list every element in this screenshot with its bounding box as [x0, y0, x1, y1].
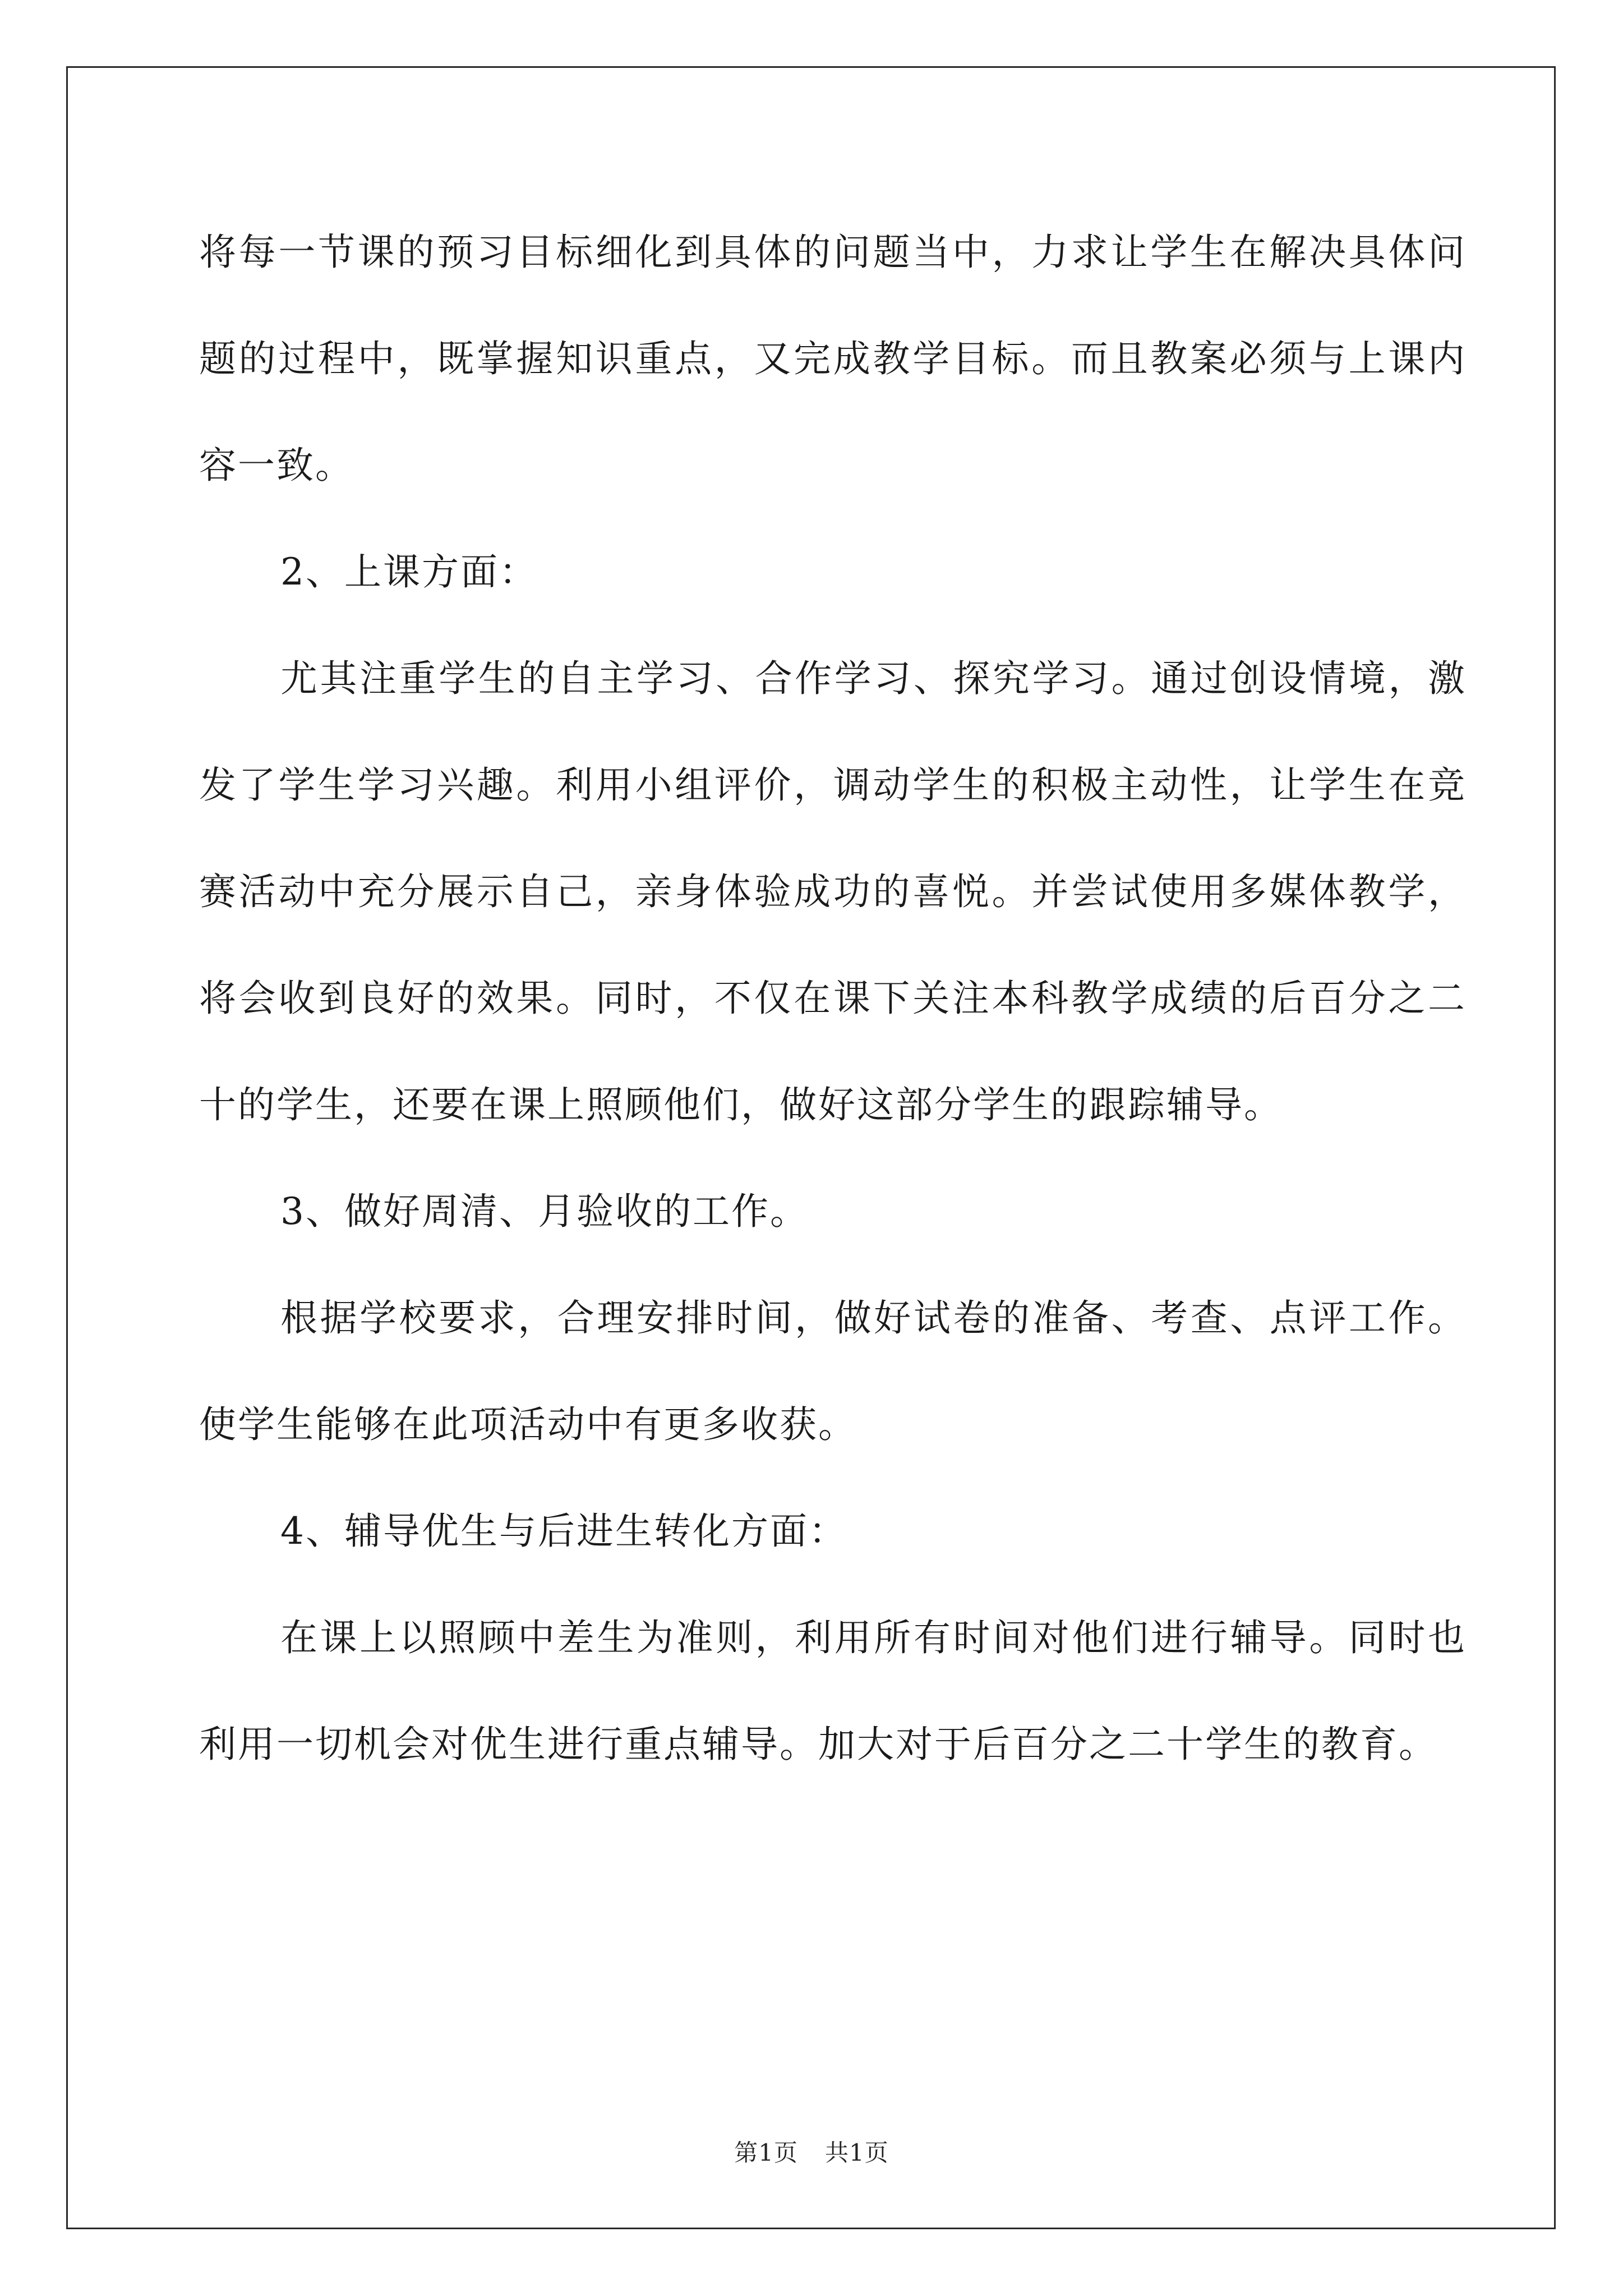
page-footer	[0, 2134, 1623, 2168]
page-number: 第1页	[734, 2139, 798, 2166]
paragraph-classroom: 尤其注重学生的自主学习、合作学习、探究学习。通过创设情境，激发了学生学习兴趣。利用小组评价，调动学生的积极主动性，让学生在竞赛活动中充分展示自己，亲身体验成功的喜悦。并尝试使用多媒体教学，将会收到良好的效果。同时，不仅在课下关注本科教学成绩的后百分之二十的学生，还要在课上照顾他们，做好这部分学生的跟踪辅导。	[199, 657, 1467, 1126]
paragraph-weekly-monthly-check: 根据学校要求，合理安排时间，做好试卷的准备、考查、点评工作。使学生能够在此项活动中有更多收获。	[199, 1296, 1467, 1446]
paragraph-tutoring: 在课上以照顾中差生为准则，利用所有时间对他们进行辅导。同时也利用一切机会对优生进行重点辅导。加大对于后百分之二十学生的教育。	[199, 1616, 1467, 1766]
section-heading-weekly-monthly-check: 3、做好周清、月验收的工作。	[280, 1190, 809, 1233]
paragraph-continuation: 将每一节课的预习目标细化到具体的问题当中，力求让学生在解决具体问题的过程中，既掌握知识重点，又完成教学目标。而且教案必须与上课内容一致。	[199, 231, 1467, 487]
document-body	[199, 199, 1467, 1798]
section-heading-tutoring: 4、辅导优生与后进生转化方面：	[280, 1510, 847, 1553]
section-heading-classroom: 2、上课方面：	[280, 550, 538, 593]
page-total: 共1页	[825, 2139, 889, 2166]
